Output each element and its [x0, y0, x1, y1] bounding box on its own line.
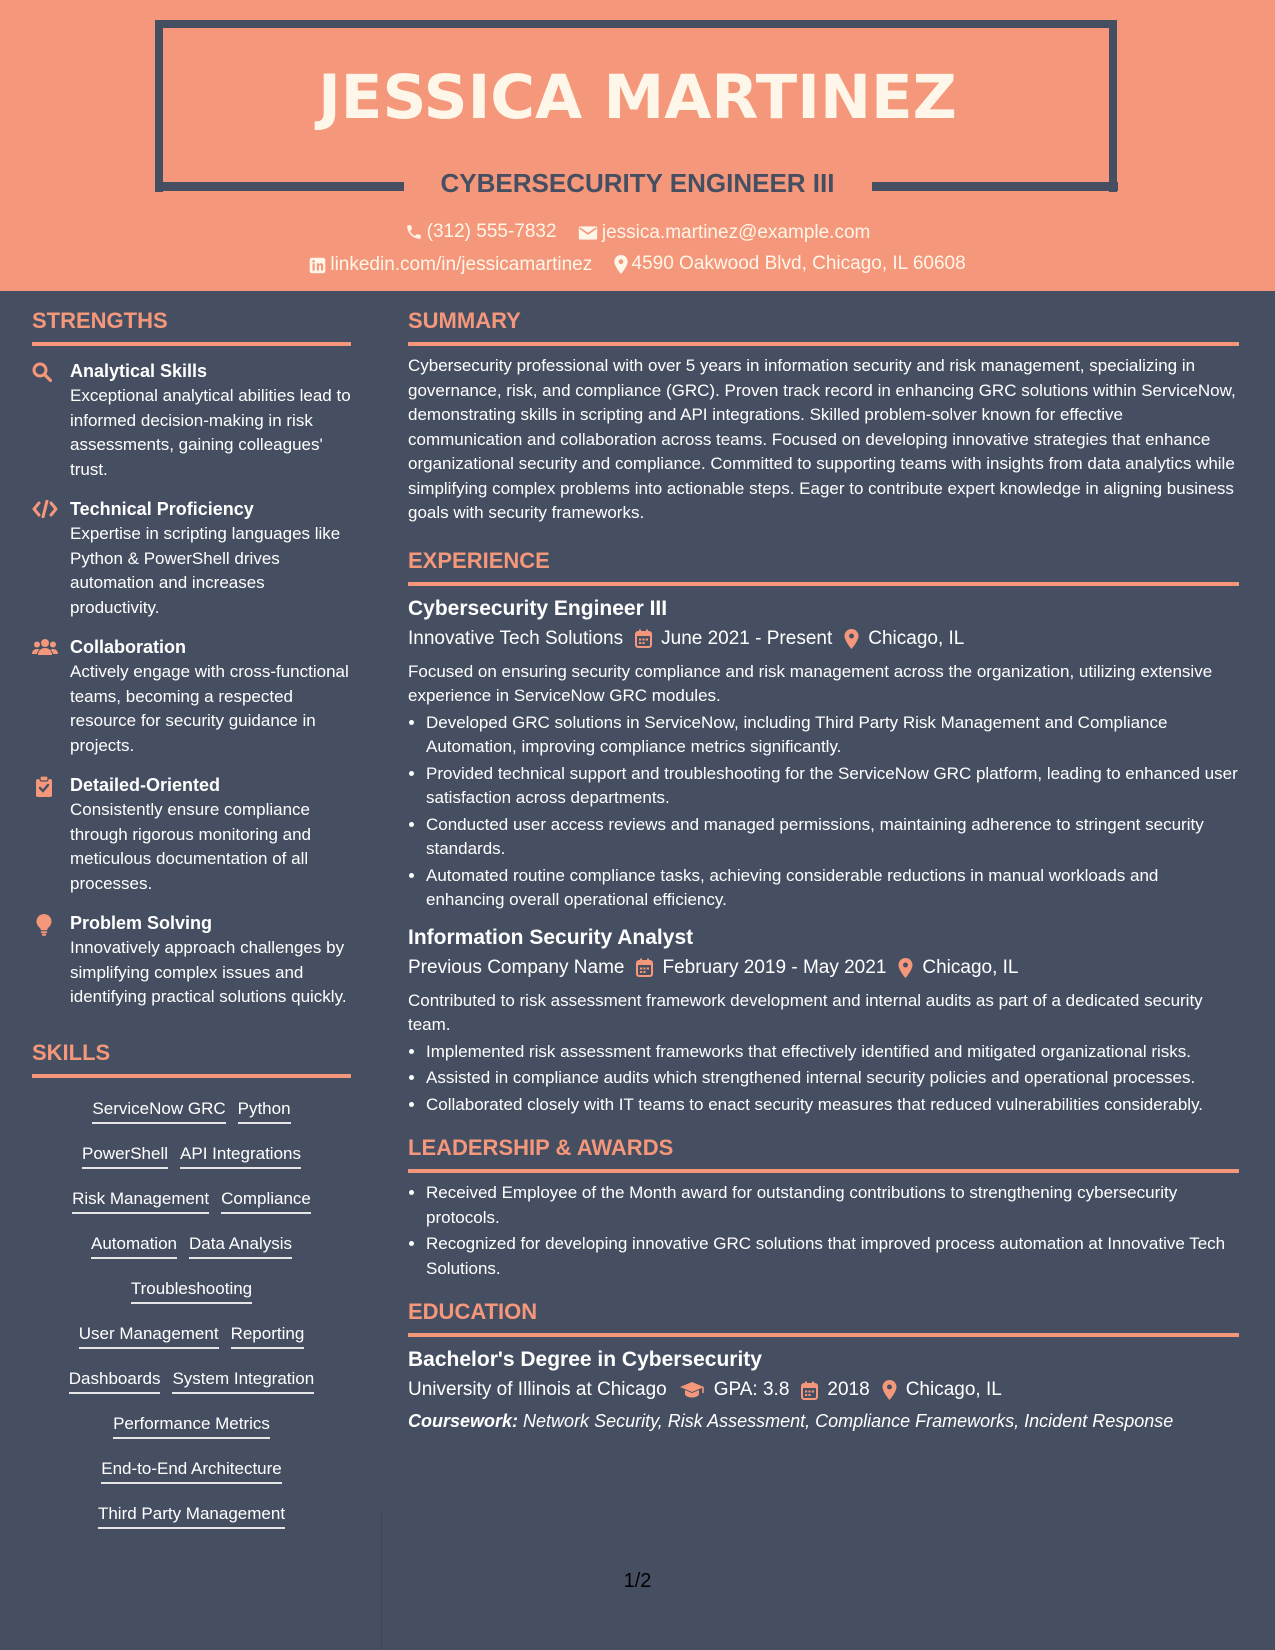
list-item: • Implemented risk assessment frameworks that effectively identified and mitigated organizational risks. [426, 1040, 1239, 1065]
skill-tag: End-to-End Architecture [101, 1456, 281, 1484]
skill-tag: Troubleshooting [131, 1276, 252, 1304]
contact-row-2 [0, 252, 1275, 281]
linkedin-text[interactable]: linkedin.com/in/jessicamartinez [330, 254, 593, 275]
list-item: • Recognized for developing innovative GRC solutions that improved process automation at Innovative Tech Solutions. [426, 1232, 1239, 1281]
strength-description: Consistently ensure compliance through rigorous monitoring and meticulous documentation of all processes. [70, 800, 311, 893]
list-item: • Assisted in compliance audits which strengthened internal security policies and operational processes. [426, 1066, 1239, 1091]
strength-description: Exceptional analytical abilities lead to informed decision-making in risk assessments, gaining colleagues' trust. [70, 386, 351, 479]
job-description: Contributed to risk assessment framework development and internal audits as part of a dedicated security team. [408, 990, 1203, 1034]
strength-description: Innovatively approach challenges by simplifying complex issues and identifying practical solutions quickly. [70, 938, 347, 1006]
envelope-icon [578, 225, 598, 241]
calendar-icon [635, 629, 652, 648]
summary-heading: SUMMARY [408, 300, 1239, 346]
job-entry [408, 923, 1239, 1118]
strengths-heading: STRENGTHS [32, 300, 351, 346]
strength-item [32, 634, 351, 758]
strength-item [32, 358, 351, 482]
degree-title: Bachelor's Degree in Cybersecurity [408, 1348, 762, 1371]
graduation-cap-icon [679, 1381, 705, 1399]
coursework-label: Coursework: [408, 1411, 519, 1431]
contact-row-1 [0, 220, 1275, 248]
skill-tag: Dashboards [69, 1366, 161, 1394]
main-content [408, 300, 1239, 1434]
education-meta [408, 1375, 1239, 1405]
strength-item [32, 496, 351, 620]
strength-title: Collaboration [70, 637, 186, 657]
skills-heading: SKILLS [32, 1032, 351, 1078]
job-meta [408, 624, 1239, 654]
skill-tag: Third Party Management [98, 1501, 285, 1529]
company-name: Previous Company Name [408, 956, 625, 978]
skills-list [32, 1086, 351, 1544]
skill-tag: PowerShell [82, 1141, 168, 1169]
job-location: Chicago, IL [868, 627, 965, 649]
job-title-heading: CYBERSECURITY ENGINEER III [440, 168, 835, 198]
email-text[interactable]: jessica.martinez@example.com [601, 222, 871, 243]
company-name: Innovative Tech Solutions [408, 627, 624, 649]
job-title: Cybersecurity Engineer III [408, 596, 668, 620]
job-entry [408, 594, 1239, 913]
job-bullets [408, 711, 1239, 913]
school-location: Chicago, IL [905, 1379, 1002, 1400]
linkedin-icon [309, 257, 326, 274]
strength-item [32, 772, 351, 896]
sidebar [32, 300, 351, 1544]
job-description: Focused on ensuring security compliance and risk management across the organization, utilizing extensive experience in ServiceNow GRC modules. [408, 661, 1213, 705]
lightbulb-icon [32, 910, 70, 1010]
coursework [408, 1409, 1239, 1434]
job-title: Information Security Analyst [408, 925, 694, 949]
phone-contact [405, 220, 557, 244]
job-location: Chicago, IL [922, 956, 1019, 978]
job-dates: June 2021 - Present [661, 627, 833, 649]
skill-tag: Performance Metrics [113, 1411, 270, 1439]
strength-title: Analytical Skills [70, 361, 208, 381]
job-dates: February 2019 - May 2021 [662, 956, 887, 978]
list-item: • Received Employee of the Month award for outstanding contributions to strengthening cybersecurity protocols. [426, 1181, 1239, 1230]
list-item: • Collaborated closely with IT teams to enact security measures that reduced vulnerabilities considerably. [426, 1093, 1239, 1118]
search-icon [32, 358, 70, 482]
list-item: • Provided technical support and troubleshooting for the ServiceNow GRC platform, leading to enhanced user satisfaction across departments. [426, 762, 1239, 811]
skill-tag: ServiceNow GRC [92, 1096, 225, 1124]
awards-heading: LEADERSHIP & AWARDS [408, 1127, 1239, 1173]
skill-tag: Python [238, 1096, 291, 1124]
strength-item [32, 910, 351, 1010]
strength-title: Technical Proficiency [70, 499, 254, 519]
skill-tag: Risk Management [72, 1186, 209, 1214]
job-bullets [408, 1040, 1239, 1118]
skill-tag: System Integration [172, 1366, 314, 1394]
map-pin-icon [614, 255, 628, 274]
candidate-name: JESSICA MARTINEZ [318, 62, 957, 133]
summary-text: Cybersecurity professional with over 5 years in information security and risk management, specializing in governance, risk, and compliance (GRC). Proven track record in enhancing GRC solutions within ServiceNow, demonstrating skills in scripting and API integrations. Skilled problem-solver known for effective communication and collaboration across teams. Focused on developing innovative strategies that enhance organizational security and compliance. Committed to supporting teams with insights from data analytics while simplifying complex problems into actionable steps. Eager to contribute expert knowledge in aligning business goals with security frameworks. [408, 356, 1236, 522]
calendar-icon [801, 1381, 818, 1400]
skill-tag: User Management [79, 1321, 219, 1349]
experience-heading: EXPERIENCE [408, 540, 1239, 586]
skill-tag: Automation [91, 1231, 177, 1259]
map-pin-icon [898, 958, 913, 978]
skill-tag: Data Analysis [189, 1231, 292, 1259]
skill-tag: Reporting [231, 1321, 305, 1349]
map-pin-icon [844, 629, 859, 649]
school-name: University of Illinois at Chicago [408, 1379, 667, 1400]
resume-header [0, 0, 1275, 291]
list-item: • Developed GRC solutions in ServiceNow, including Third Party Risk Management and Compliance Automation, improving compliance metrics significantly. [426, 711, 1239, 760]
map-pin-icon [882, 1380, 897, 1400]
skill-tag: API Integrations [180, 1141, 301, 1169]
address-text: 4590 Oakwood Blvd, Chicago, IL 60608 [631, 253, 966, 274]
strength-title: Problem Solving [70, 913, 213, 933]
calendar-icon [636, 958, 653, 977]
coursework-text: Network Security, Risk Assessment, Compliance Frameworks, Incident Response [523, 1411, 1174, 1431]
phone-icon [405, 223, 423, 241]
list-item: • Conducted user access reviews and managed permissions, maintaining adherence to stringent security standards. [426, 813, 1239, 862]
list-item: • Automated routine compliance tasks, achieving considerable reductions in manual workloads and enhancing overall operational efficiency. [426, 864, 1239, 913]
skill-tag: Compliance [221, 1186, 311, 1214]
strength-title: Detailed-Oriented [70, 775, 221, 795]
awards-list [408, 1181, 1239, 1281]
phone-text: (312) 555-7832 [426, 221, 557, 242]
graduation-year: 2018 [827, 1379, 870, 1400]
users-icon [32, 634, 70, 758]
gpa-text: GPA: 3.8 [713, 1379, 790, 1400]
code-icon [32, 496, 70, 620]
clipboard-check-icon [32, 772, 70, 896]
page-number: 1/2 [623, 1570, 652, 1592]
job-meta [408, 953, 1239, 983]
strength-description: Expertise in scripting languages like Python & PowerShell drives automation and increases productivity. [70, 524, 341, 617]
address-contact [614, 252, 966, 276]
linkedin-contact[interactable] [309, 253, 592, 277]
education-heading: EDUCATION [408, 1291, 1239, 1337]
email-contact[interactable] [578, 221, 871, 245]
strength-description: Actively engage with cross-functional teams, becoming a respected resource for security guidance in projects. [70, 662, 349, 755]
